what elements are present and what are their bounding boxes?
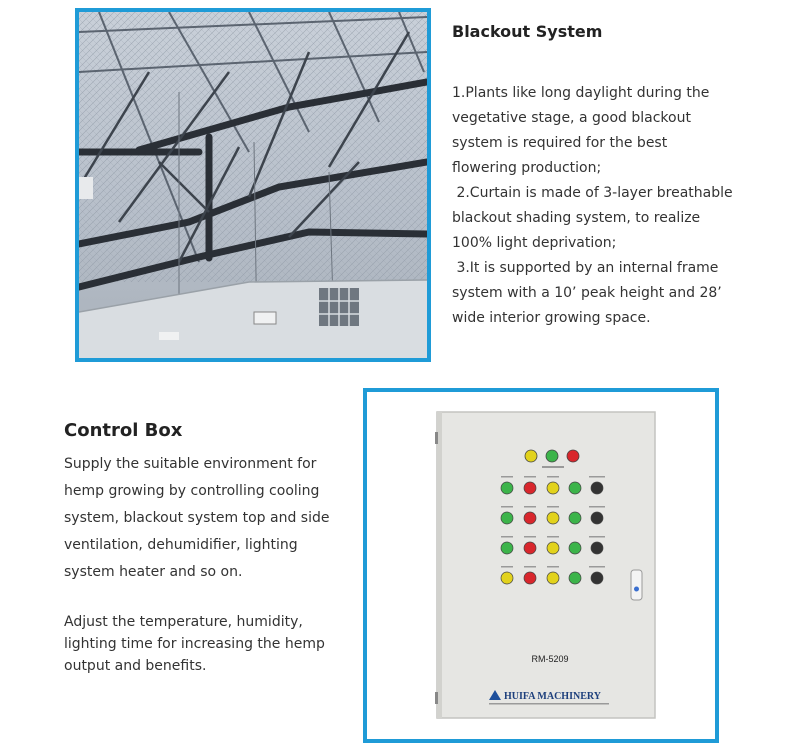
- brand-label: HUIFA MACHINERY: [504, 691, 601, 702]
- control-box-description: [64, 451, 329, 586]
- text-line: Supply the suitable environment for: [64, 456, 317, 472]
- text-line: blackout shading system, to realize: [452, 210, 701, 226]
- blackout-system-heading: Blackout System: [452, 22, 603, 41]
- greenhouse-photo-frame: [75, 8, 431, 362]
- text-line: 2.Curtain is made of 3-layer breathable: [452, 185, 733, 201]
- text-line: flowering production;: [452, 160, 602, 176]
- control-box-benefits: [64, 611, 325, 677]
- text-line: system, blackout system top and side: [64, 510, 330, 526]
- text-line: 100% light deprivation;: [452, 235, 617, 251]
- greenhouse-interior-photo: [79, 12, 427, 358]
- text-line: system with a 10’ peak height and 28’: [452, 285, 722, 301]
- text-line: system heater and so on.: [64, 564, 243, 580]
- text-line: 3.It is supported by an internal frame: [452, 260, 719, 276]
- text-line: system is required for the best: [452, 135, 668, 151]
- control-box-heading: Control Box: [64, 420, 183, 441]
- text-line: 1.Plants like long daylight during the: [452, 85, 710, 101]
- control-box-photo-frame: [363, 388, 719, 743]
- text-line: vegetative stage, a good blackout: [452, 110, 691, 126]
- blackout-system-description: [452, 81, 733, 331]
- model-label: RM-5209: [531, 654, 569, 664]
- control-box-photo: [367, 392, 715, 739]
- text-line: wide interior growing space.: [452, 310, 651, 326]
- text-line: output and benefits.: [64, 658, 207, 674]
- text-line: hemp growing by controlling cooling: [64, 483, 320, 499]
- text-line: Adjust the temperature, humidity,: [64, 614, 303, 630]
- text-line: ventilation, dehumidifier, lighting: [64, 537, 298, 553]
- text-line: lighting time for increasing the hemp: [64, 636, 325, 652]
